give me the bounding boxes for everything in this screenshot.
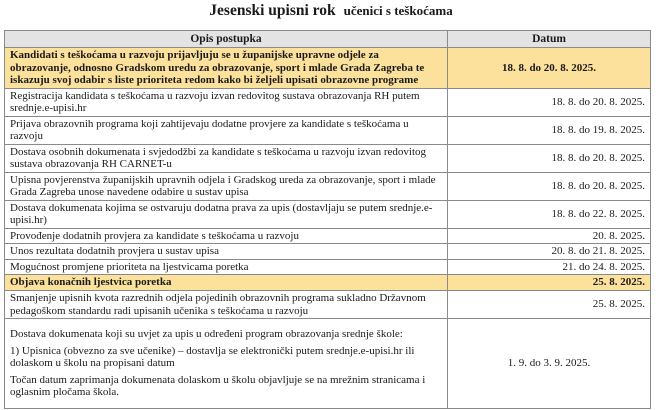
row-paragraph: Dostava dokumenata koji su uvjet za upis u određeni program obrazovanja srednje škole:	[10, 328, 403, 341]
title-main: Jesenski upisni rok	[209, 2, 336, 19]
row-paragraph: Točan datum zaprimanja dokumenata dolaskom u školu objavljuje se na mrežnim stranicama i oglasnim pločama škola.	[10, 373, 426, 399]
row-description: Mogućnost promjene prioriteta na ljestvicama poretka	[5, 259, 448, 275]
title-sub: učenici s teškoćama	[343, 3, 453, 18]
row-date: 25. 8. 2025.	[448, 291, 651, 319]
row-description: Dostava osobnih dokumenata i svjedodžbi za kandidate s teškoćama u razvoju izvan redovitog sustava obrazovanja RH CARNET-u	[5, 144, 448, 172]
row-description: Objava konačnih ljestvica poretka	[5, 275, 448, 291]
row-paragraph: 1) Upisnica (obvezno za sve učenike) – dostavlja se elektronički putem srednje.e-upisi.hr ili dolaskom u školu na propisani datum	[10, 344, 415, 370]
row-description: Registracija kandidata s teškoćama u razvoju izvan redovitog sustava obrazovanja RH putem srednje.e-upisi.hr	[5, 88, 448, 116]
header-row	[5, 31, 651, 48]
header-date: Datum	[448, 31, 651, 48]
row-date: 1. 9. do 3. 9. 2025.	[448, 319, 651, 409]
table-row	[5, 319, 651, 409]
row-description: Kandidati s teškoćama u razvoju prijavljuju se u županijske upravne odjele za obrazovanje, odnosno Gradskom uredu za obrazovanje, sport i mlade Grada Zagreba te iskazuju svoj odabir s liste prioriteta redom kako bi željeli upisati obrazovne programe	[5, 48, 448, 89]
table-row	[5, 48, 651, 89]
row-date: 18. 8. do 20. 8. 2025.	[448, 88, 651, 116]
row-description: Upisna povjerenstva županijskih upravnih odjela i Gradskog ureda za obrazovanje, sport i mlade Grada Zagreba unose navedene odabire u sustav upisa	[5, 172, 448, 200]
table-row	[5, 172, 651, 200]
row-date: 18. 8. do 20. 8. 2025.	[448, 172, 651, 200]
row-description: Provođenje dodatnih provjera za kandidate s teškoćama u razvoju	[5, 228, 448, 244]
table-row	[5, 116, 651, 144]
row-date: 20. 8. do 21. 8. 2025.	[448, 244, 651, 260]
row-date: 25. 8. 2025.	[448, 275, 651, 291]
table-row	[5, 259, 651, 275]
table-row	[5, 88, 651, 116]
row-description: Dostava dokumenata kojima se ostvaruju dodatna prava za upis (dostavljaju se putem srednje.e-upisi.hr)	[5, 200, 448, 228]
row-description	[5, 319, 448, 409]
row-description: Prijava obrazovnih programa koji zahtijevaju dodatne provjere za kandidate s teškoćama u razvoju	[5, 116, 448, 144]
table-row	[5, 275, 651, 291]
page-title	[0, 2, 662, 20]
row-date: 18. 8. do 20. 8. 2025.	[448, 144, 651, 172]
row-description: Unos rezultata dodatnih provjera u sustav upisa	[5, 244, 448, 260]
schedule-table	[4, 30, 651, 409]
table-row	[5, 200, 651, 228]
row-date: 21. do 24. 8. 2025.	[448, 259, 651, 275]
row-description: Smanjenje upisnih kvota razrednih odjela pojedinih obrazovnih programa sukladno Državnom pedagoškom standardu radi upisanih učenika s teškoćama u razvoju	[5, 291, 448, 319]
table-row	[5, 228, 651, 244]
row-date: 20. 8. 2025.	[448, 228, 651, 244]
table-row	[5, 144, 651, 172]
row-date: 18. 8. do 22. 8. 2025.	[448, 200, 651, 228]
row-date: 18. 8. do 20. 8. 2025.	[448, 48, 651, 89]
row-date: 18. 8. do 19. 8. 2025.	[448, 116, 651, 144]
table-row	[5, 244, 651, 260]
header-description: Opis postupka	[5, 31, 448, 48]
table-row	[5, 291, 651, 319]
